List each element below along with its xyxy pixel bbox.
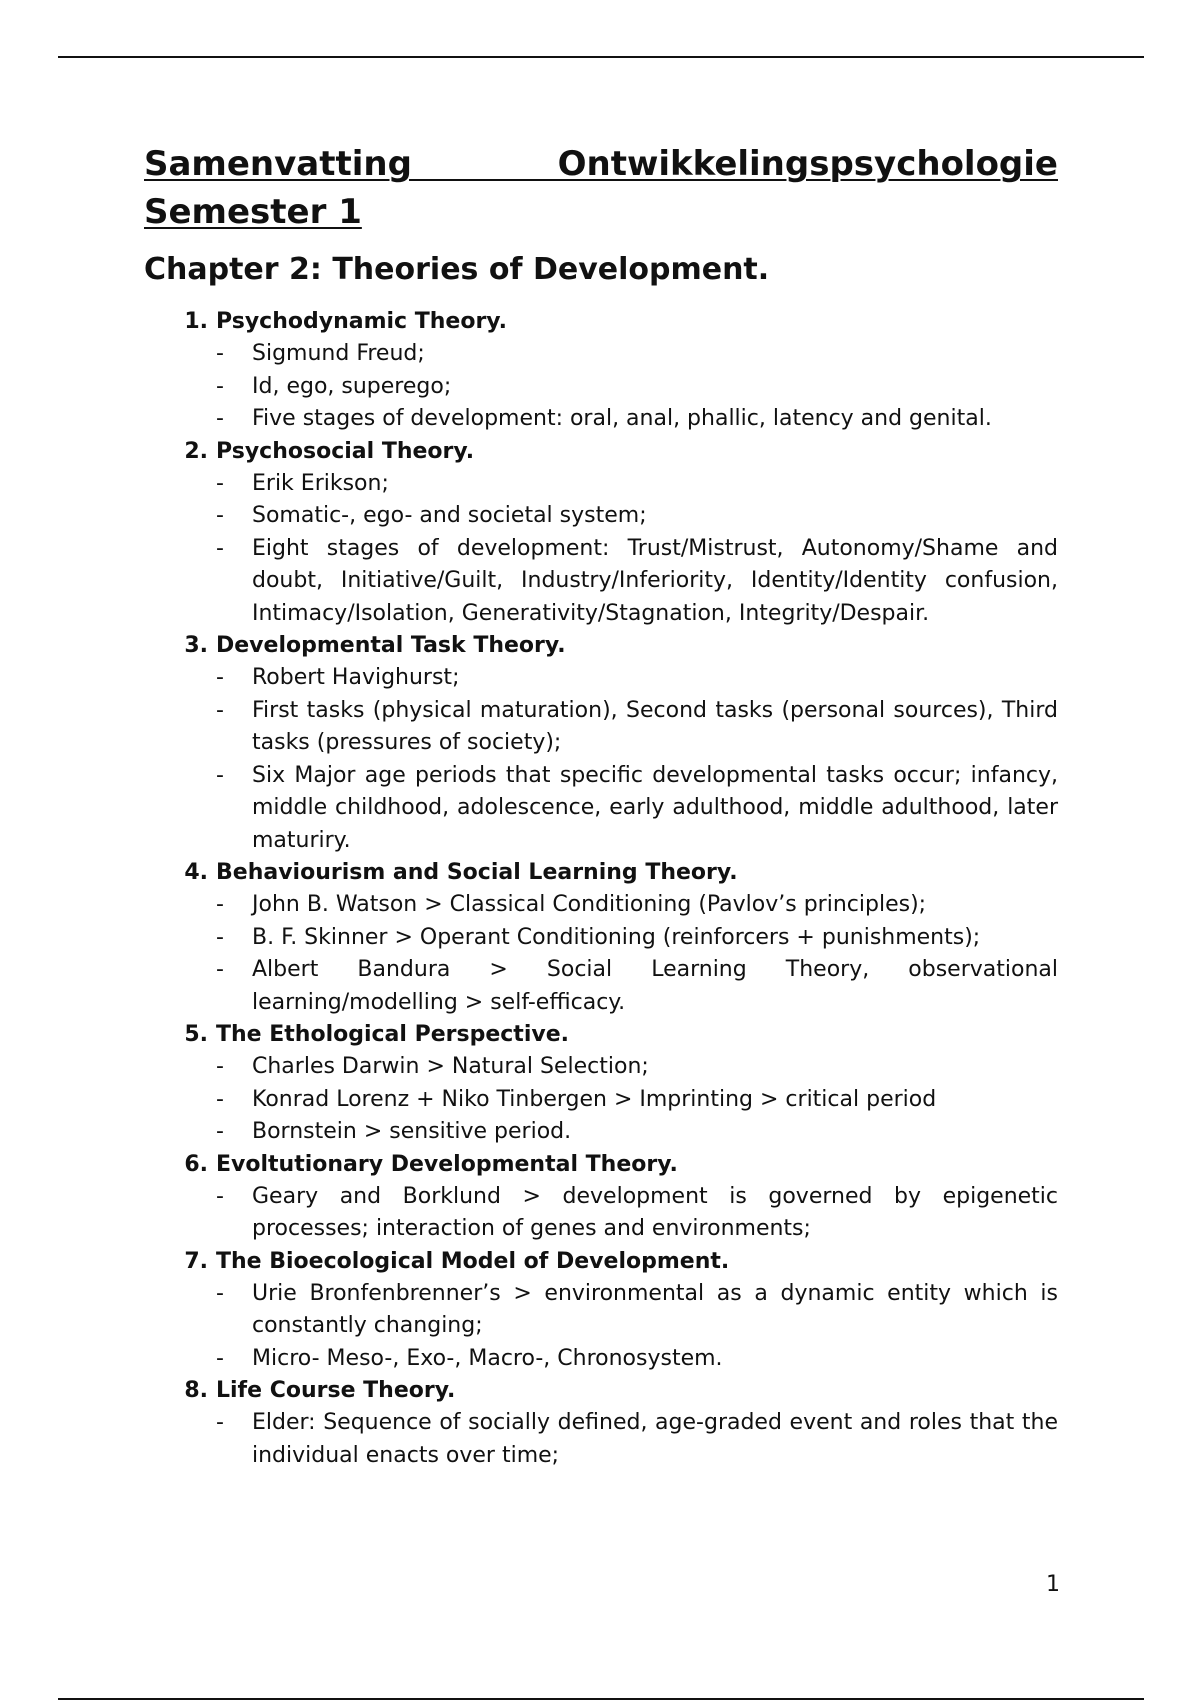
bullet-item <box>144 1051 1058 1084</box>
page-number: 1 <box>1046 1572 1060 1597</box>
theory-list <box>144 306 1058 1472</box>
bullet-dash: - <box>216 697 224 723</box>
bullet-item <box>144 533 1058 631</box>
bullet-item <box>144 922 1058 955</box>
bullet-text: Five stages of development: oral, anal, phallic, latency and genital. <box>252 406 992 431</box>
theory-heading <box>144 1149 1058 1181</box>
theory-heading <box>144 857 1058 889</box>
bullet-item <box>144 889 1058 922</box>
bullet-dash: - <box>216 503 224 528</box>
bullet-text: Bornstein > sensitive period. <box>252 1119 572 1144</box>
bullet-text: Sigmund Freud; <box>252 341 425 366</box>
bullet-dash: - <box>216 373 224 399</box>
theory-item <box>144 306 1058 436</box>
bullet-dash: - <box>216 665 224 690</box>
theory-item <box>144 1149 1058 1246</box>
theory-heading <box>144 630 1058 662</box>
theory-number: 1. <box>184 309 208 334</box>
bullet-dash: - <box>216 470 224 496</box>
theory-heading <box>144 1019 1058 1051</box>
bullet-list <box>144 1407 1058 1472</box>
bullet-item <box>144 468 1058 501</box>
bullet-item <box>144 1084 1058 1117</box>
bullet-dash: - <box>216 892 224 917</box>
bullet-dash: - <box>216 957 224 982</box>
bullet-item <box>144 371 1058 404</box>
bullet-text: Micro- Meso-, Exo-, Macro-, Chronosystem. <box>252 1345 723 1371</box>
bullet-dash: - <box>216 1119 224 1144</box>
bullet-text: Charles Darwin > Natural Selection; <box>252 1054 649 1079</box>
chapter-title: Chapter 2: Theories of Development. <box>144 252 770 287</box>
bullet-text: Eight stages of development: Trust/Mistrust, Autonomy/Shame and doubt, Initiative/Guilt, Industry/Inferiority, Identity/Identity confusion, Intimacy/Isolation, Generativity/Stagnation, Integrity/Despair. <box>252 535 1058 626</box>
bullet-dash: - <box>216 406 224 431</box>
theory-title: Life Course Theory. <box>216 1378 456 1403</box>
header-rule <box>58 56 1144 58</box>
bullet-text: B. F. Skinner > Operant Conditioning (reinforcers + punishments); <box>252 924 981 950</box>
bullet-item <box>144 760 1058 858</box>
theory-heading <box>144 306 1058 338</box>
theory-title: Behaviourism and Social Learning Theory. <box>216 860 738 885</box>
bullet-text: Erik Erikson; <box>252 470 389 496</box>
theory-item <box>144 630 1058 857</box>
bullet-dash: - <box>216 1280 224 1306</box>
bullet-item <box>144 500 1058 533</box>
bullet-text: Somatic-, ego- and societal system; <box>252 503 647 528</box>
theory-number: 5. <box>184 1022 208 1047</box>
theory-heading <box>144 436 1058 468</box>
theory-title: Evoltutionary Developmental Theory. <box>216 1151 678 1177</box>
bullet-text: First tasks (physical maturation), Second tasks (personal sources), Third tasks (pressures of society); <box>252 697 1058 755</box>
theory-number: 3. <box>184 633 208 658</box>
bullet-text: Six Major age periods that specific developmental tasks occur; infancy, middle childhood, adolescence, early adulthood, middle adulthood, later maturiry. <box>252 762 1058 853</box>
bullet-item <box>144 1278 1058 1343</box>
theory-title: Developmental Task Theory. <box>216 633 566 658</box>
theory-number: 6. <box>184 1151 208 1177</box>
bullet-text: Urie Bronfenbrenner’s > environmental as a dynamic entity which is constantly changing; <box>252 1280 1058 1338</box>
theory-number: 7. <box>184 1248 208 1274</box>
theory-heading <box>144 1246 1058 1278</box>
bullet-dash: - <box>216 535 224 561</box>
theory-item <box>144 436 1058 631</box>
bullet-item <box>144 695 1058 760</box>
theory-item <box>144 1375 1058 1472</box>
bullet-list <box>144 1278 1058 1376</box>
theory-heading <box>144 1375 1058 1407</box>
page-content <box>144 140 1058 1472</box>
bullet-text: John B. Watson > Classical Conditioning (Pavlov’s principles); <box>252 892 927 917</box>
bullet-text: Elder: Sequence of socially defined, age-graded event and roles that the individual enacts over time; <box>252 1410 1058 1468</box>
theory-number: 4. <box>184 860 208 885</box>
bullet-dash: - <box>216 1345 224 1371</box>
bullet-list <box>144 338 1058 436</box>
theory-item <box>144 1246 1058 1376</box>
document-title: Samenvatting Ontwikkelingspsychologie Semester 1 <box>144 144 1058 232</box>
bullet-item <box>144 1343 1058 1376</box>
bullet-text: Id, ego, superego; <box>252 373 452 399</box>
bullet-dash: - <box>216 341 224 366</box>
bullet-dash: - <box>216 1054 224 1079</box>
bullet-dash: - <box>216 762 224 788</box>
bullet-item <box>144 338 1058 371</box>
theory-number: 8. <box>184 1378 208 1403</box>
bullet-dash: - <box>216 1410 224 1435</box>
bullet-text: Geary and Borklund > development is governed by epigenetic processes; interaction of genes and environments; <box>252 1183 1058 1241</box>
theory-title: The Ethological Perspective. <box>216 1022 569 1047</box>
bullet-list <box>144 1181 1058 1246</box>
bullet-item <box>144 954 1058 1019</box>
bullet-dash: - <box>216 1183 224 1209</box>
bullet-list <box>144 468 1058 631</box>
theory-number: 2. <box>184 438 208 464</box>
bullet-text: Konrad Lorenz + Niko Tinbergen > Imprinting > critical period <box>252 1086 937 1112</box>
bullet-dash: - <box>216 924 224 950</box>
bullet-item <box>144 662 1058 695</box>
bullet-list <box>144 889 1058 1019</box>
theory-title: Psychodynamic Theory. <box>216 309 507 334</box>
bullet-text: Robert Havighurst; <box>252 665 460 690</box>
bullet-list <box>144 662 1058 857</box>
bullet-item <box>144 1181 1058 1246</box>
bullet-item <box>144 403 1058 436</box>
bullet-dash: - <box>216 1086 224 1112</box>
theory-title: Psychosocial Theory. <box>216 438 475 464</box>
theory-title: The Bioecological Model of Development. <box>216 1248 730 1274</box>
bullet-item <box>144 1407 1058 1472</box>
theory-item <box>144 1019 1058 1149</box>
bullet-list <box>144 1051 1058 1149</box>
bullet-text: Albert Bandura > Social Learning Theory, observational learning/modelling > self-efficacy. <box>252 957 1058 1015</box>
theory-item <box>144 857 1058 1019</box>
bullet-item <box>144 1116 1058 1149</box>
